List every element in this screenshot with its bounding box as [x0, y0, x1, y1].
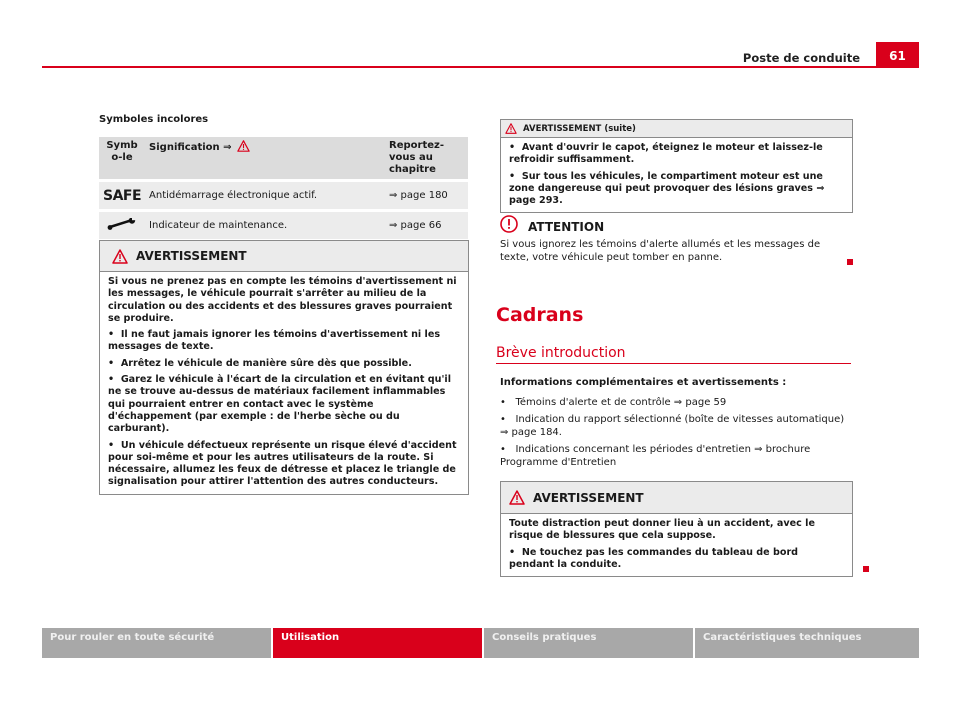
list-item: • Indication du rapport sélectionné (boîte de vitesses automatique) ⇒ page 184.: [500, 414, 845, 438]
warning-triangle-icon: [112, 249, 128, 264]
attention-title: ATTENTION: [528, 220, 605, 234]
list-item-text: Indication du rapport sélectionné (boîte de vitesses automatique) ⇒ page 184.: [500, 414, 845, 438]
warning-body: [501, 138, 852, 212]
section-subtitle: Brève introduction: [496, 345, 626, 361]
list-item-text: Témoins d'alerte et de contrôle ⇒ page 59: [515, 397, 727, 408]
warning-box: [99, 240, 469, 495]
table-row: [99, 211, 468, 240]
list-item: • Témoins d'alerte et de contrôle ⇒ page 59: [500, 397, 727, 408]
section-title: Cadrans: [496, 304, 584, 326]
table-header-row: [99, 137, 468, 181]
footer-tab-conseils[interactable]: Conseils pratiques: [484, 628, 693, 658]
meaning-cell: Antidémarrage électronique actif.: [145, 181, 385, 211]
warning-title: AVERTISSEMENT: [136, 249, 247, 263]
warning-body: [501, 514, 852, 576]
warning-title: AVERTISSEMENT: [533, 490, 644, 505]
list-item: • Il ne faut jamais ignorer les témoins d'avertissement ni les messages de texte.: [108, 329, 441, 353]
meaning-cell: Indicateur de maintenance.: [145, 211, 385, 240]
symbols-heading: Symboles incolores: [99, 114, 209, 125]
list-item-text: Avant d'ouvrir le capot, éteignez le moteur et laissez-le refroidir suffisamment.: [509, 142, 823, 166]
attention-text: Si vous ignorez les témoins d'alerte allumés et les messages de texte, votre véhicule peut tomber en panne.: [500, 239, 821, 263]
footer-tab-utilisation[interactable]: Utilisation: [273, 628, 482, 658]
page-header-title: Poste de conduite: [742, 51, 860, 65]
info-heading: Informations complémentaires et avertissements :: [500, 377, 787, 388]
list-item-text: Indications concernant les périodes d'entretien ⇒ brochure Programme d'Entretien: [500, 444, 811, 468]
list-item: • Ne touchez pas les commandes du tableau de bord pendant la conduite.: [509, 546, 799, 570]
col-ref-header: Reportez-vous au chapitre: [385, 137, 468, 181]
list-item: • Indications concernant les périodes d'entretien ⇒ brochure Programme d'Entretien: [500, 444, 811, 468]
list-item: • Garez le véhicule à l'écart de la circulation et en évitant qu'il ne se trouve au-dessus de matériaux facilement inflammables qui pourraient entrer en contact avec le système d'échappement (par exemple : de l'herbe sèche ou du carburant).: [108, 374, 451, 435]
list-item-text: Un véhicule défectueux représente un risque élevé d'accident pour soi-même et pour les autres utilisateurs de la route. Si nécessaire, allumez les feux de détresse et placez le triangle de signalisation pour attirer l'attention des autres conducteurs.: [108, 439, 457, 488]
section-end-marker: [847, 259, 853, 265]
symbol-cell: [99, 181, 145, 211]
list-item: • Avant d'ouvrir le capot, éteignez le moteur et laissez-le refroidir suffisamment.: [509, 142, 823, 166]
safe-icon: SAFE: [103, 187, 142, 204]
warning-box-header: [100, 241, 468, 272]
warning-box-header: [501, 120, 852, 138]
warning-title: AVERTISSEMENT (suite): [523, 123, 636, 134]
warning-box: [500, 481, 853, 577]
warning-triangle-icon: [505, 123, 517, 134]
attention-icon: [500, 215, 518, 233]
subtitle-rule: [496, 363, 851, 364]
section-end-marker: [863, 566, 869, 572]
header-rule: [42, 66, 919, 68]
page-number: 61: [876, 42, 919, 68]
list-item: • Sur tous les véhicules, le compartiment moteur est une zone dangereuse qui peut provoquer des lésions graves ⇒ page 293.: [509, 170, 825, 207]
warning-triangle-icon: [509, 490, 525, 505]
warning-body: [100, 272, 468, 494]
page-ref-link[interactable]: ⇒ page 180: [385, 181, 468, 211]
page-ref-link[interactable]: ⇒ page 66: [385, 211, 468, 240]
symbols-table: [99, 137, 468, 239]
list-item-text: Arrêtez le véhicule de manière sûre dès que possible.: [120, 357, 412, 369]
footer-tab-safety[interactable]: Pour rouler en toute sécurité: [42, 628, 271, 658]
list-item-text: Garez le véhicule à l'écart de la circulation et en évitant qu'il ne se trouve au-dessus de matériaux facilement inflammables qui pourraient entrer en contact avec le système d'échappement (par exemple : de l'herbe sèche ou du carburant).: [108, 374, 451, 435]
col-symbol-header: Symbo-le: [99, 137, 145, 181]
warning-triangle-icon: [237, 140, 250, 152]
wrench-icon: [107, 218, 137, 230]
warning-box-continued: [500, 119, 853, 213]
warning-intro: Si vous ne prenez pas en compte les témoins d'avertissement ni les messages, le véhicule pourrait s'arrêter au milieu de la circulation ou des accidents et des blessures graves pourraient se produire.: [108, 276, 457, 324]
col-meaning-label: Signification ⇒: [149, 142, 232, 153]
list-item-text: Sur tous les véhicules, le compartiment moteur est une zone dangereuse qui peut provoquer des lésions graves ⇒ page 293.: [509, 170, 825, 207]
symbol-cell: [99, 211, 145, 240]
warning-box-header: [501, 482, 852, 514]
table-row: [99, 181, 468, 211]
list-item: • Un véhicule défectueux représente un risque élevé d'accident pour soi-même et pour les autres utilisateurs de la route. Si nécessaire, allumez les feux de détresse et placez le triangle de signalisation pour attirer l'attention des autres conducteurs.: [108, 439, 457, 488]
footer-tab-caracteristiques[interactable]: Caractéristiques techniques: [695, 628, 919, 658]
list-item-text: Il ne faut jamais ignorer les témoins d'avertissement ni les messages de texte.: [108, 329, 441, 353]
warning-intro: Toute distraction peut donner lieu à un accident, avec le risque de blessures que cela suppose.: [509, 518, 815, 542]
list-item-text: Ne touchez pas les commandes du tableau de bord pendant la conduite.: [509, 546, 799, 570]
list-item: • Arrêtez le véhicule de manière sûre dès que possible.: [108, 357, 412, 369]
col-meaning-header: [145, 137, 385, 181]
